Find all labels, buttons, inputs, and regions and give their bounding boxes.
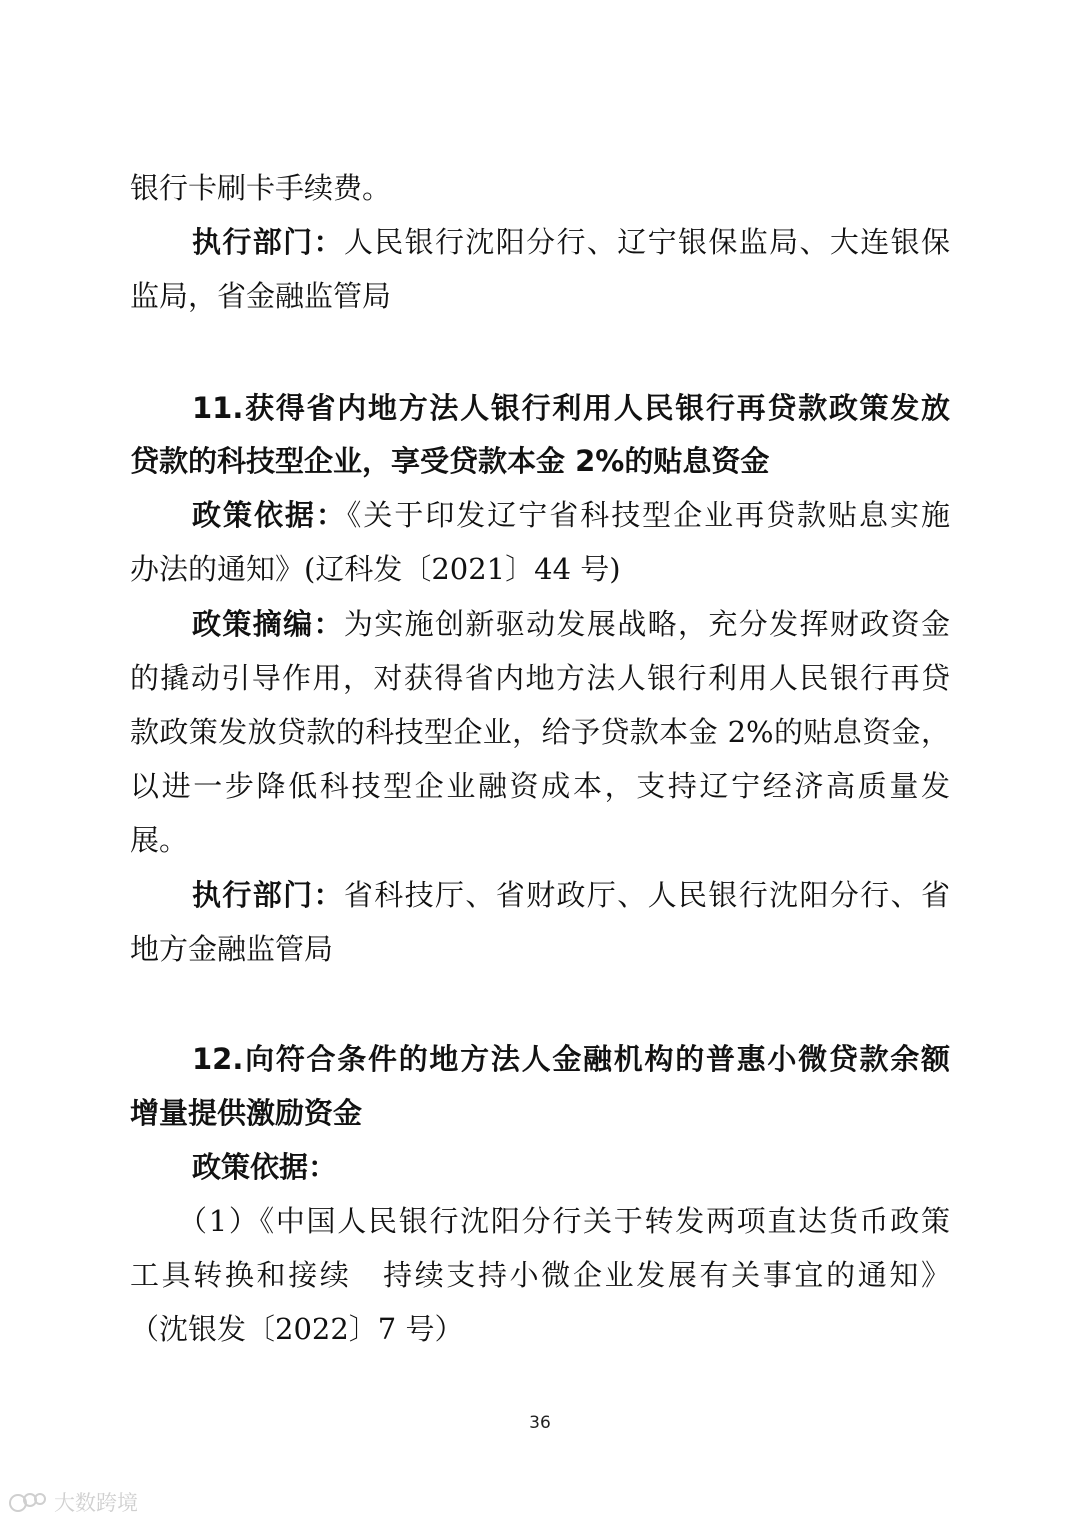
item-heading: 增量提供激励资金	[130, 1096, 363, 1130]
weibo-style-logo-icon	[8, 1489, 48, 1515]
body-line: 款政策发放贷款的科技型企业，给予贷款本金 2%的贴息资金，	[130, 715, 950, 749]
section-text: 人民银行沈阳分行、辽宁银保监局、大连银保	[343, 225, 950, 259]
body-line: （沈银发〔2022〕7 号）	[130, 1312, 464, 1346]
body-line: 办法的通知》(辽科发〔2021〕44 号)	[130, 552, 621, 586]
body-line: 监局，省金融监管局	[130, 279, 392, 313]
body-line: 工具转换和接续 持续支持小微企业发展有关事宜的通知》	[130, 1258, 950, 1292]
body-line	[192, 872, 950, 918]
section-label: 政策摘编：	[192, 607, 344, 641]
item-heading: 12.向符合条件的地方法人金融机构的普惠小微贷款余额	[192, 1042, 950, 1076]
section-text: 为实施创新驱动发展战略，充分发挥财政资金	[343, 607, 950, 641]
body-line: 地方金融监管局	[130, 932, 334, 966]
section-text: 省科技厅、省财政厅、人民银行沈阳分行、省	[343, 878, 950, 912]
watermark	[8, 1487, 138, 1517]
page-number: 36	[529, 1413, 551, 1433]
section-label: 政策依据：	[192, 498, 347, 532]
body-line: （1）《中国人民银行沈阳分行关于转发两项直达货币政策	[178, 1204, 950, 1238]
watermark-text: 大数跨境	[54, 1491, 138, 1515]
section-label: 执行部门：	[192, 225, 344, 259]
body-line: 以进一步降低科技型企业融资成本，支持辽宁经济高质量发	[130, 769, 950, 803]
section-label: 执行部门：	[192, 878, 344, 912]
section-label: 政策依据：	[192, 1150, 338, 1184]
body-line: 展。	[130, 823, 189, 857]
body-line: 银行卡刷卡手续费。	[130, 171, 392, 205]
body-line	[192, 601, 950, 647]
body-line: 的撬动引导作用，对获得省内地方法人银行利用人民银行再贷	[130, 661, 950, 695]
body-line	[192, 1144, 950, 1190]
item-heading: 11.获得省内地方法人银行利用人民银行再贷款政策发放	[192, 391, 950, 425]
body-line	[192, 492, 950, 538]
body-line	[192, 219, 950, 265]
section-text: 《关于印发辽宁省科技型企业再贷款贴息实施	[346, 498, 950, 532]
item-heading: 贷款的科技型企业，享受贷款本金 2%的贴息资金	[130, 444, 770, 478]
